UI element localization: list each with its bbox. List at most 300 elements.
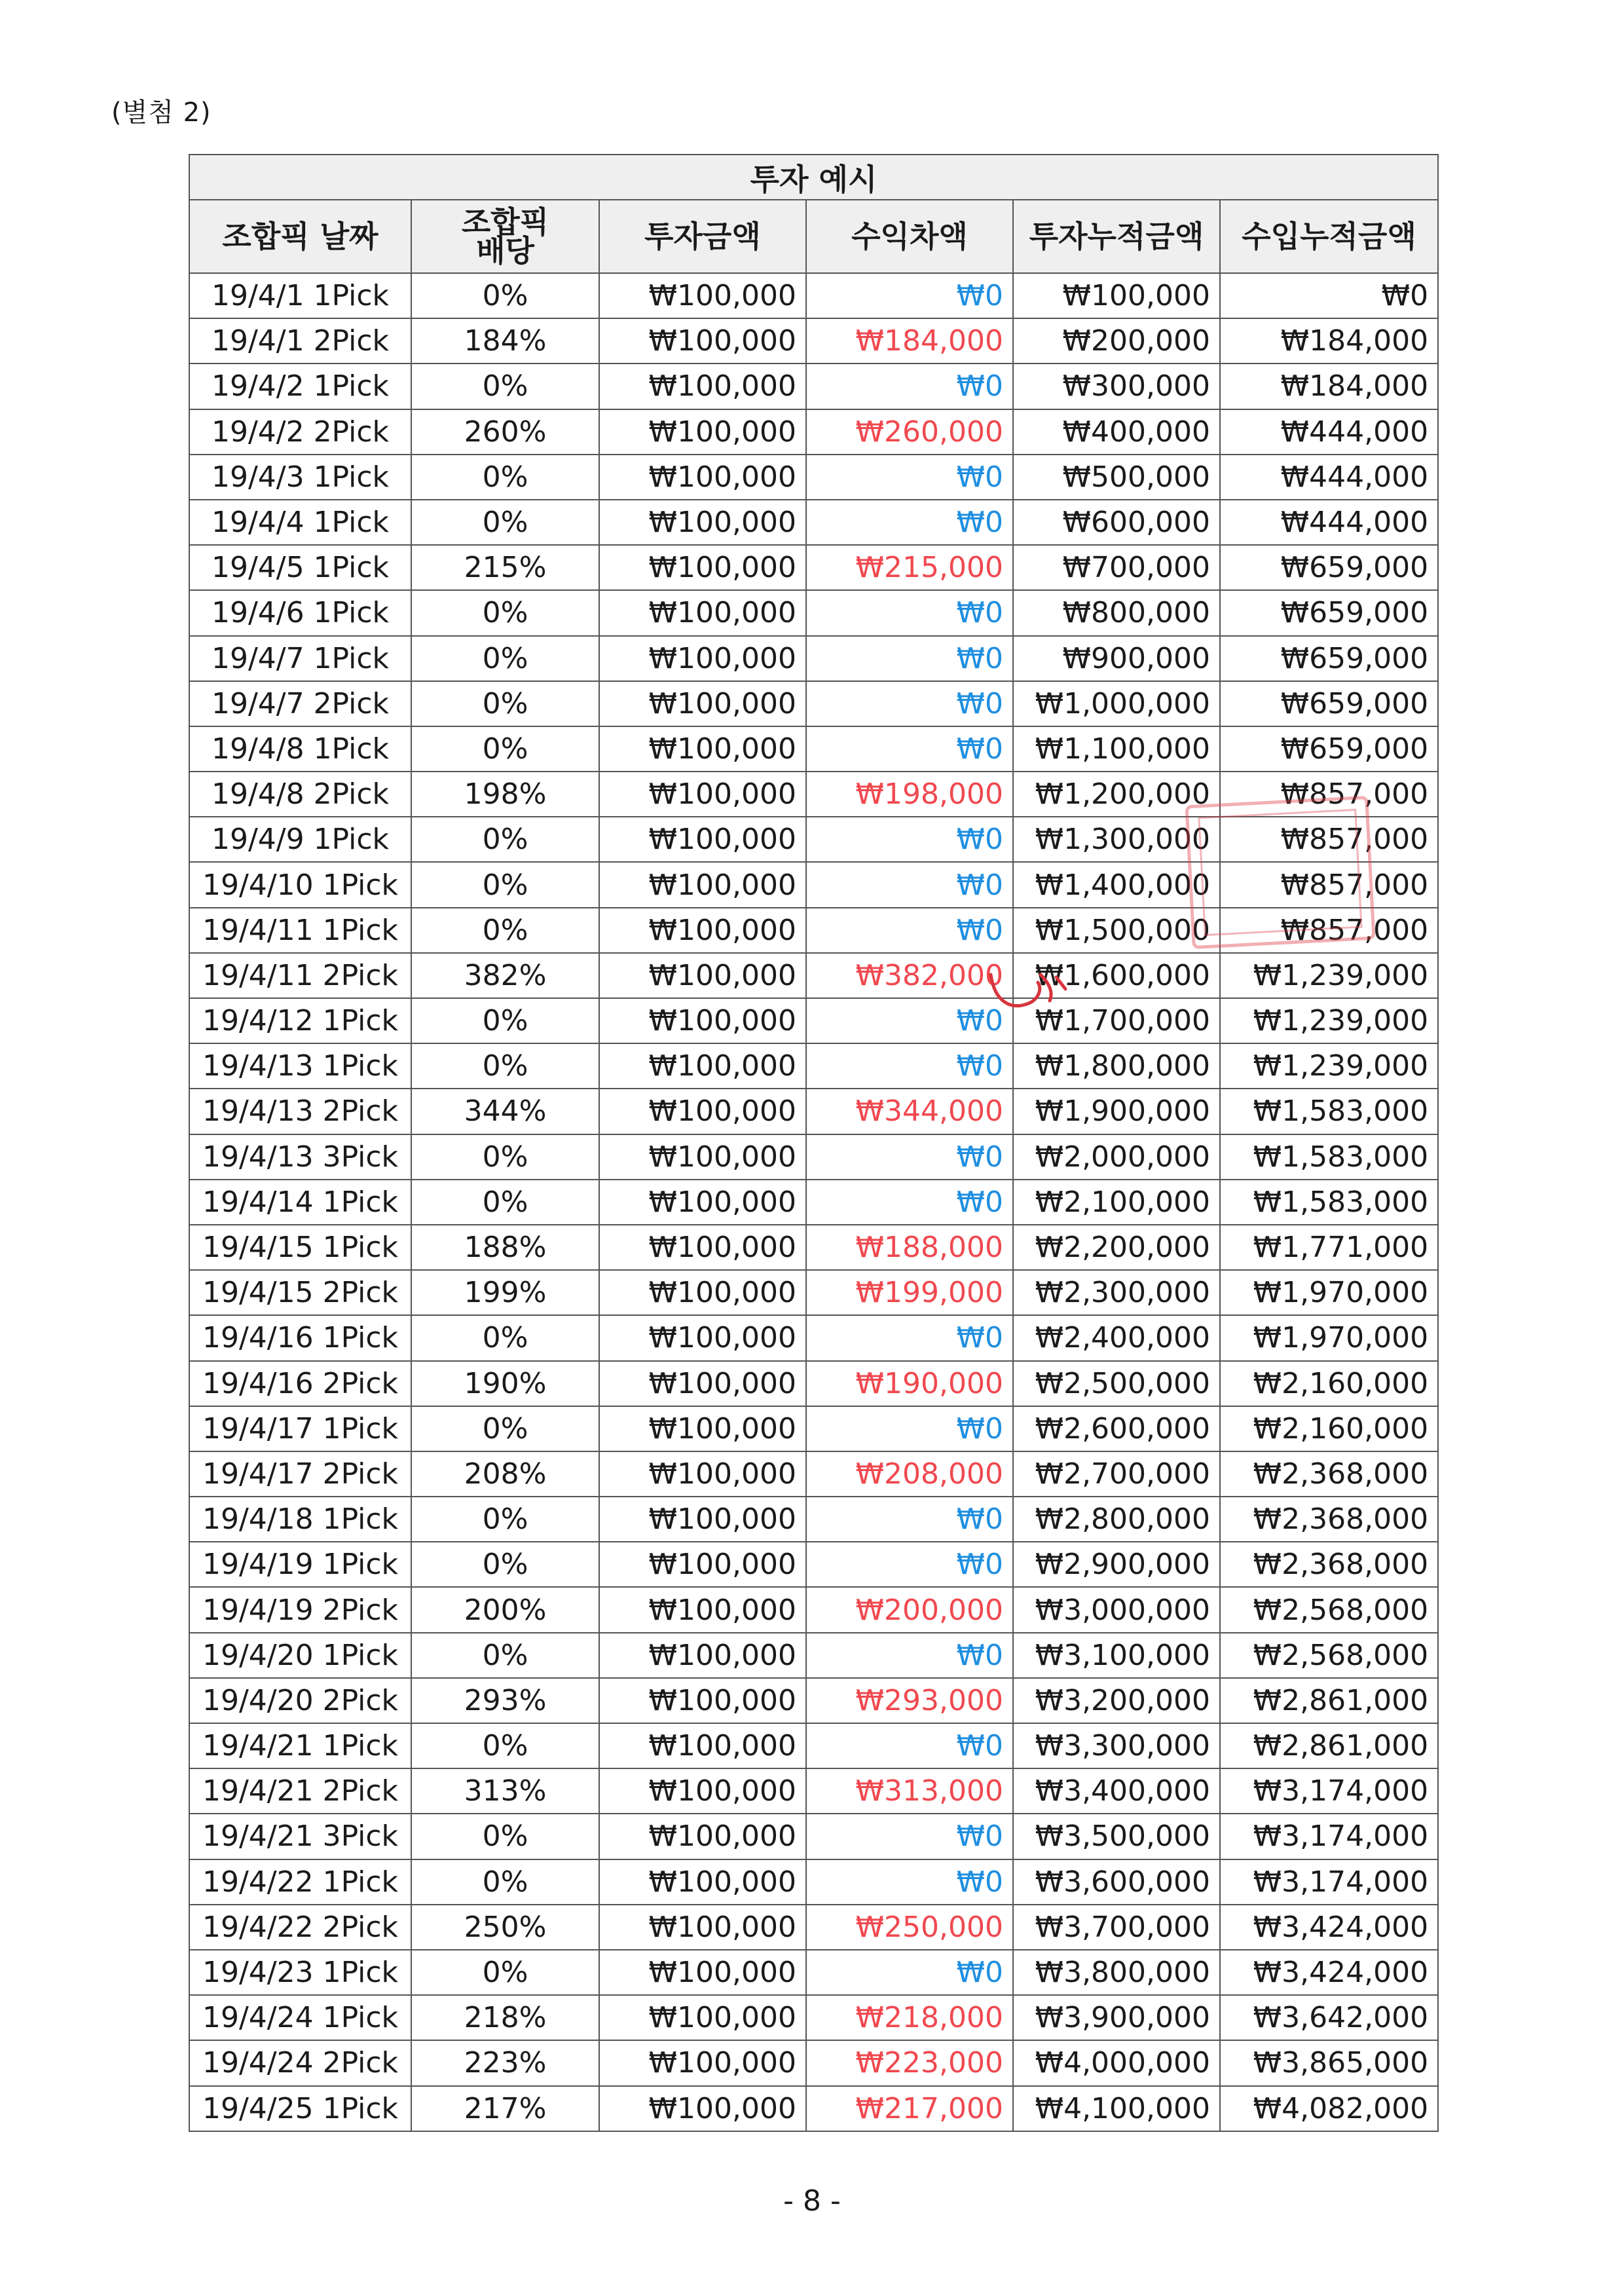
cell-date: 19/4/21 1Pick: [189, 1723, 411, 1768]
table-row: [189, 2086, 1438, 2131]
cell-date: 19/4/24 1Pick: [189, 1995, 411, 2040]
header-amount: 투자금액: [599, 200, 806, 273]
cell-amount: ₩100,000: [599, 1633, 806, 1678]
investment-example-table-container: [189, 154, 1437, 2132]
header-cum-invest: 투자누적금액: [1013, 200, 1220, 273]
cell-odds: 0%: [411, 1633, 599, 1678]
cell-cum-invest: ₩2,000,000: [1013, 1134, 1220, 1180]
cell-cum-income: ₩2,368,000: [1220, 1497, 1438, 1542]
cell-cum-income: ₩1,239,000: [1220, 998, 1438, 1043]
cell-amount: ₩100,000: [599, 590, 806, 635]
cell-odds: 0%: [411, 726, 599, 772]
cell-cum-invest: ₩3,700,000: [1013, 1905, 1220, 1950]
cell-profit: ₩250,000: [806, 1905, 1013, 1950]
table-row: [189, 1270, 1438, 1315]
cell-profit: ₩0: [806, 1859, 1013, 1905]
table-row: [189, 318, 1438, 364]
cell-cum-income: ₩2,861,000: [1220, 1723, 1438, 1768]
cell-odds: 0%: [411, 1723, 599, 1768]
cell-date: 19/4/11 1Pick: [189, 908, 411, 953]
cell-date: 19/4/19 1Pick: [189, 1542, 411, 1587]
table-row: [189, 1633, 1438, 1678]
cell-date: 19/4/5 1Pick: [189, 545, 411, 590]
cell-amount: ₩100,000: [599, 1315, 806, 1360]
header-odds-line2: 배당: [476, 233, 534, 269]
cell-cum-income: ₩184,000: [1220, 318, 1438, 364]
cell-odds: 223%: [411, 2040, 599, 2085]
investment-example-table: [189, 154, 1439, 2132]
table-row: [189, 726, 1438, 772]
cell-date: 19/4/17 1Pick: [189, 1406, 411, 1451]
cell-amount: ₩100,000: [599, 1587, 806, 1632]
cell-profit: ₩0: [806, 636, 1013, 681]
cell-cum-invest: ₩1,300,000: [1013, 817, 1220, 862]
cell-cum-invest: ₩3,300,000: [1013, 1723, 1220, 1768]
cell-odds: 0%: [411, 1814, 599, 1859]
cell-amount: ₩100,000: [599, 1859, 806, 1905]
cell-odds: 184%: [411, 318, 599, 364]
cell-odds: 190%: [411, 1361, 599, 1406]
cell-odds: 0%: [411, 500, 599, 545]
cell-profit: ₩208,000: [806, 1451, 1013, 1497]
cell-amount: ₩100,000: [599, 1995, 806, 2040]
cell-cum-income: ₩3,174,000: [1220, 1814, 1438, 1859]
cell-cum-invest: ₩1,000,000: [1013, 681, 1220, 726]
cell-amount: ₩100,000: [599, 1768, 806, 1814]
cell-cum-income: ₩4,082,000: [1220, 2086, 1438, 2131]
cell-profit: ₩0: [806, 726, 1013, 772]
cell-odds: 0%: [411, 273, 599, 318]
cell-profit: ₩0: [806, 273, 1013, 318]
cell-odds: 0%: [411, 817, 599, 862]
cell-cum-income: ₩1,583,000: [1220, 1180, 1438, 1225]
table-row: [189, 364, 1438, 409]
cell-odds: 0%: [411, 1542, 599, 1587]
cell-cum-income: ₩3,424,000: [1220, 1950, 1438, 1995]
cell-cum-invest: ₩2,700,000: [1013, 1451, 1220, 1497]
cell-cum-invest: ₩4,100,000: [1013, 2086, 1220, 2131]
cell-cum-income: ₩3,174,000: [1220, 1768, 1438, 1814]
table-row: [189, 273, 1438, 318]
cell-odds: 344%: [411, 1089, 599, 1134]
cell-cum-invest: ₩1,200,000: [1013, 772, 1220, 817]
cell-cum-income: ₩2,861,000: [1220, 1678, 1438, 1723]
cell-cum-invest: ₩3,800,000: [1013, 1950, 1220, 1995]
cell-amount: ₩100,000: [599, 1905, 806, 1950]
table-row: [189, 1361, 1438, 1406]
cell-odds: 293%: [411, 1678, 599, 1723]
cell-date: 19/4/15 2Pick: [189, 1270, 411, 1315]
cell-profit: ₩0: [806, 1497, 1013, 1542]
cell-odds: 0%: [411, 1950, 599, 1995]
cell-cum-income: ₩2,368,000: [1220, 1542, 1438, 1587]
table-row: [189, 455, 1438, 500]
cell-date: 19/4/20 2Pick: [189, 1678, 411, 1723]
cell-cum-income: ₩2,368,000: [1220, 1451, 1438, 1497]
table-row: [189, 2040, 1438, 2085]
cell-date: 19/4/22 1Pick: [189, 1859, 411, 1905]
header-profit: 수익차액: [806, 200, 1013, 273]
table-row: [189, 1180, 1438, 1225]
cell-profit: ₩0: [806, 1134, 1013, 1180]
cell-date: 19/4/21 2Pick: [189, 1768, 411, 1814]
cell-cum-income: ₩659,000: [1220, 681, 1438, 726]
cell-profit: ₩0: [806, 1814, 1013, 1859]
cell-date: 19/4/1 1Pick: [189, 273, 411, 318]
cell-amount: ₩100,000: [599, 1950, 806, 1995]
cell-cum-invest: ₩2,600,000: [1013, 1406, 1220, 1451]
cell-amount: ₩100,000: [599, 455, 806, 500]
cell-odds: 0%: [411, 455, 599, 500]
cell-date: 19/4/21 3Pick: [189, 1814, 411, 1859]
cell-profit: ₩217,000: [806, 2086, 1013, 2131]
cell-profit: ₩260,000: [806, 409, 1013, 455]
cell-amount: ₩100,000: [599, 726, 806, 772]
cell-date: 19/4/13 2Pick: [189, 1089, 411, 1134]
cell-cum-income: ₩857,000: [1220, 817, 1438, 862]
cell-profit: ₩293,000: [806, 1678, 1013, 1723]
header-odds: [411, 200, 599, 273]
cell-date: 19/4/19 2Pick: [189, 1587, 411, 1632]
cell-odds: 0%: [411, 998, 599, 1043]
table-row: [189, 590, 1438, 635]
cell-amount: ₩100,000: [599, 318, 806, 364]
cell-odds: 200%: [411, 1587, 599, 1632]
table-row: [189, 1859, 1438, 1905]
cell-cum-invest: ₩900,000: [1013, 636, 1220, 681]
cell-cum-invest: ₩2,300,000: [1013, 1270, 1220, 1315]
cell-profit: ₩344,000: [806, 1089, 1013, 1134]
cell-odds: 382%: [411, 953, 599, 998]
cell-date: 19/4/6 1Pick: [189, 590, 411, 635]
cell-cum-income: ₩659,000: [1220, 636, 1438, 681]
cell-amount: ₩100,000: [599, 1678, 806, 1723]
cell-cum-invest: ₩2,800,000: [1013, 1497, 1220, 1542]
table-row: [189, 1315, 1438, 1360]
cell-odds: 0%: [411, 1315, 599, 1360]
cell-amount: ₩100,000: [599, 409, 806, 455]
cell-odds: 0%: [411, 1180, 599, 1225]
cell-profit: ₩0: [806, 364, 1013, 409]
cell-cum-income: ₩1,771,000: [1220, 1225, 1438, 1270]
cell-amount: ₩100,000: [599, 1134, 806, 1180]
cell-date: 19/4/10 1Pick: [189, 862, 411, 907]
cell-profit: ₩0: [806, 500, 1013, 545]
cell-profit: ₩218,000: [806, 1995, 1013, 2040]
cell-amount: ₩100,000: [599, 2086, 806, 2131]
cell-amount: ₩100,000: [599, 1814, 806, 1859]
cell-amount: ₩100,000: [599, 681, 806, 726]
cell-date: 19/4/20 1Pick: [189, 1633, 411, 1678]
cell-amount: ₩100,000: [599, 1361, 806, 1406]
cell-amount: ₩100,000: [599, 545, 806, 590]
cell-amount: ₩100,000: [599, 772, 806, 817]
cell-cum-income: ₩444,000: [1220, 500, 1438, 545]
cell-amount: ₩100,000: [599, 998, 806, 1043]
cell-date: 19/4/3 1Pick: [189, 455, 411, 500]
cell-profit: ₩200,000: [806, 1587, 1013, 1632]
cell-amount: ₩100,000: [599, 1089, 806, 1134]
cell-date: 19/4/11 2Pick: [189, 953, 411, 998]
cell-profit: ₩0: [806, 455, 1013, 500]
cell-cum-invest: ₩2,200,000: [1013, 1225, 1220, 1270]
cell-cum-invest: ₩1,900,000: [1013, 1089, 1220, 1134]
cell-odds: 198%: [411, 772, 599, 817]
cell-cum-income: ₩1,239,000: [1220, 953, 1438, 998]
cell-cum-income: ₩3,174,000: [1220, 1859, 1438, 1905]
cell-odds: 0%: [411, 364, 599, 409]
cell-amount: ₩100,000: [599, 1225, 806, 1270]
cell-cum-invest: ₩3,000,000: [1013, 1587, 1220, 1632]
cell-date: 19/4/24 2Pick: [189, 2040, 411, 2085]
cell-odds: 260%: [411, 409, 599, 455]
cell-cum-invest: ₩3,400,000: [1013, 1768, 1220, 1814]
table-row: [189, 1542, 1438, 1587]
cell-cum-invest: ₩700,000: [1013, 545, 1220, 590]
table-row: [189, 1089, 1438, 1134]
cell-amount: ₩100,000: [599, 1406, 806, 1451]
cell-cum-invest: ₩2,100,000: [1013, 1180, 1220, 1225]
cell-date: 19/4/8 2Pick: [189, 772, 411, 817]
cell-cum-income: ₩1,970,000: [1220, 1270, 1438, 1315]
header-date: 조합픽 날짜: [189, 200, 411, 273]
cell-date: 19/4/15 1Pick: [189, 1225, 411, 1270]
cell-cum-income: ₩1,583,000: [1220, 1089, 1438, 1134]
cell-date: 19/4/4 1Pick: [189, 500, 411, 545]
table-row: [189, 1406, 1438, 1451]
cell-profit: ₩0: [806, 590, 1013, 635]
cell-profit: ₩0: [806, 1315, 1013, 1360]
cell-odds: 0%: [411, 1406, 599, 1451]
table-row: [189, 1678, 1438, 1723]
cell-cum-invest: ₩1,400,000: [1013, 862, 1220, 907]
table-row: [189, 953, 1438, 998]
cell-cum-invest: ₩1,500,000: [1013, 908, 1220, 953]
table-row: [189, 1768, 1438, 1814]
cell-date: 19/4/18 1Pick: [189, 1497, 411, 1542]
cell-date: 19/4/16 1Pick: [189, 1315, 411, 1360]
cell-cum-invest: ₩3,500,000: [1013, 1814, 1220, 1859]
header-odds-line1: 조합픽: [461, 204, 549, 240]
cell-odds: 0%: [411, 908, 599, 953]
cell-amount: ₩100,000: [599, 500, 806, 545]
cell-odds: 199%: [411, 1270, 599, 1315]
cell-odds: 313%: [411, 1768, 599, 1814]
cell-date: 19/4/13 1Pick: [189, 1043, 411, 1089]
cell-profit: ₩0: [806, 1406, 1013, 1451]
cell-cum-income: ₩659,000: [1220, 726, 1438, 772]
cell-amount: ₩100,000: [599, 1270, 806, 1315]
table-row: [189, 1723, 1438, 1768]
cell-profit: ₩0: [806, 908, 1013, 953]
cell-odds: 0%: [411, 1859, 599, 1905]
table-row: [189, 1043, 1438, 1089]
cell-cum-income: ₩857,000: [1220, 772, 1438, 817]
table-row: [189, 1950, 1438, 1995]
cell-profit: ₩0: [806, 681, 1013, 726]
cell-profit: ₩0: [806, 817, 1013, 862]
cell-profit: ₩0: [806, 1950, 1013, 1995]
cell-profit: ₩0: [806, 862, 1013, 907]
table-row: [189, 1225, 1438, 1270]
cell-profit: ₩0: [806, 998, 1013, 1043]
cell-profit: ₩382,000: [806, 953, 1013, 998]
cell-amount: ₩100,000: [599, 862, 806, 907]
cell-odds: 208%: [411, 1451, 599, 1497]
cell-date: 19/4/2 2Pick: [189, 409, 411, 455]
cell-cum-invest: ₩3,200,000: [1013, 1678, 1220, 1723]
cell-cum-invest: ₩2,500,000: [1013, 1361, 1220, 1406]
attachment-label: (별첨 2): [111, 98, 212, 128]
cell-odds: 0%: [411, 862, 599, 907]
table-row: [189, 545, 1438, 590]
cell-cum-invest: ₩1,700,000: [1013, 998, 1220, 1043]
cell-date: 19/4/9 1Pick: [189, 817, 411, 862]
cell-date: 19/4/1 2Pick: [189, 318, 411, 364]
table-row: [189, 998, 1438, 1043]
cell-cum-invest: ₩800,000: [1013, 590, 1220, 635]
cell-amount: ₩100,000: [599, 273, 806, 318]
cell-odds: 217%: [411, 2086, 599, 2131]
cell-date: 19/4/17 2Pick: [189, 1451, 411, 1497]
cell-cum-income: ₩3,865,000: [1220, 2040, 1438, 2085]
cell-odds: 218%: [411, 1995, 599, 2040]
cell-cum-invest: ₩3,100,000: [1013, 1633, 1220, 1678]
cell-date: 19/4/7 2Pick: [189, 681, 411, 726]
cell-profit: ₩0: [806, 1633, 1013, 1678]
cell-cum-income: ₩0: [1220, 273, 1438, 318]
cell-profit: ₩0: [806, 1180, 1013, 1225]
cell-profit: ₩313,000: [806, 1768, 1013, 1814]
cell-cum-income: ₩857,000: [1220, 862, 1438, 907]
table-title: 투자 예시: [189, 155, 1438, 200]
red-seal-stamp: [1185, 796, 1375, 949]
cell-cum-income: ₩2,160,000: [1220, 1406, 1438, 1451]
cell-odds: 0%: [411, 1043, 599, 1089]
cell-date: 19/4/22 2Pick: [189, 1905, 411, 1950]
header-cum-income: 수입누적금액: [1220, 200, 1438, 273]
cell-cum-invest: ₩3,600,000: [1013, 1859, 1220, 1905]
cell-odds: 250%: [411, 1905, 599, 1950]
cell-odds: 215%: [411, 545, 599, 590]
cell-profit: ₩0: [806, 1723, 1013, 1768]
table-row: [189, 681, 1438, 726]
cell-amount: ₩100,000: [599, 1043, 806, 1089]
cell-cum-income: ₩857,000: [1220, 908, 1438, 953]
cell-amount: ₩100,000: [599, 1180, 806, 1225]
cell-date: 19/4/12 1Pick: [189, 998, 411, 1043]
cell-cum-invest: ₩1,600,000: [1013, 953, 1220, 998]
cell-cum-income: ₩444,000: [1220, 455, 1438, 500]
cell-cum-invest: ₩500,000: [1013, 455, 1220, 500]
cell-cum-invest: ₩100,000: [1013, 273, 1220, 318]
red-seal-inner-border: [1198, 809, 1362, 936]
cell-cum-invest: ₩2,900,000: [1013, 1542, 1220, 1587]
cell-profit: ₩0: [806, 1043, 1013, 1089]
cell-odds: 0%: [411, 590, 599, 635]
table-row: [189, 409, 1438, 455]
cell-amount: ₩100,000: [599, 364, 806, 409]
cell-odds: 0%: [411, 636, 599, 681]
cell-profit: ₩198,000: [806, 772, 1013, 817]
cell-date: 19/4/2 1Pick: [189, 364, 411, 409]
cell-odds: 0%: [411, 1134, 599, 1180]
cell-odds: 188%: [411, 1225, 599, 1270]
cell-amount: ₩100,000: [599, 1451, 806, 1497]
cell-date: 19/4/16 2Pick: [189, 1361, 411, 1406]
cell-date: 19/4/8 1Pick: [189, 726, 411, 772]
table-row: [189, 1587, 1438, 1632]
cell-cum-income: ₩3,424,000: [1220, 1905, 1438, 1950]
table-header-row: [189, 200, 1438, 273]
cell-cum-income: ₩2,160,000: [1220, 1361, 1438, 1406]
cell-cum-income: ₩659,000: [1220, 545, 1438, 590]
cell-cum-invest: ₩600,000: [1013, 500, 1220, 545]
table-row: [189, 1995, 1438, 2040]
table-row: [189, 1905, 1438, 1950]
cell-date: 19/4/23 1Pick: [189, 1950, 411, 1995]
cell-profit: ₩0: [806, 1542, 1013, 1587]
cell-date: 19/4/7 1Pick: [189, 636, 411, 681]
cell-cum-income: ₩444,000: [1220, 409, 1438, 455]
cell-cum-invest: ₩1,800,000: [1013, 1043, 1220, 1089]
cell-cum-invest: ₩2,400,000: [1013, 1315, 1220, 1360]
cell-amount: ₩100,000: [599, 953, 806, 998]
cell-cum-income: ₩659,000: [1220, 590, 1438, 635]
cell-cum-invest: ₩3,900,000: [1013, 1995, 1220, 2040]
table-row: [189, 500, 1438, 545]
cell-amount: ₩100,000: [599, 2040, 806, 2085]
cell-cum-income: ₩3,642,000: [1220, 1995, 1438, 2040]
cell-amount: ₩100,000: [599, 908, 806, 953]
cell-date: 19/4/25 1Pick: [189, 2086, 411, 2131]
table-row: [189, 1451, 1438, 1497]
table-body: [189, 273, 1438, 2131]
page-number: - 8 -: [783, 2184, 841, 2218]
table-row: [189, 636, 1438, 681]
cell-amount: ₩100,000: [599, 636, 806, 681]
cell-amount: ₩100,000: [599, 1723, 806, 1768]
cell-amount: ₩100,000: [599, 1497, 806, 1542]
table-title-row: [189, 155, 1438, 200]
cell-profit: ₩215,000: [806, 545, 1013, 590]
cell-cum-invest: ₩4,000,000: [1013, 2040, 1220, 2085]
cell-date: 19/4/13 3Pick: [189, 1134, 411, 1180]
cell-cum-invest: ₩200,000: [1013, 318, 1220, 364]
cell-cum-income: ₩1,239,000: [1220, 1043, 1438, 1089]
cell-odds: 0%: [411, 681, 599, 726]
cell-cum-income: ₩184,000: [1220, 364, 1438, 409]
handwritten-signature: [986, 963, 1071, 1015]
cell-profit: ₩184,000: [806, 318, 1013, 364]
cell-profit: ₩223,000: [806, 2040, 1013, 2085]
table-row: [189, 1497, 1438, 1542]
cell-cum-income: ₩1,970,000: [1220, 1315, 1438, 1360]
cell-date: 19/4/14 1Pick: [189, 1180, 411, 1225]
cell-cum-invest: ₩400,000: [1013, 409, 1220, 455]
cell-cum-income: ₩2,568,000: [1220, 1587, 1438, 1632]
cell-cum-income: ₩2,568,000: [1220, 1633, 1438, 1678]
cell-profit: ₩190,000: [806, 1361, 1013, 1406]
cell-cum-income: ₩1,583,000: [1220, 1134, 1438, 1180]
table-row: [189, 1814, 1438, 1859]
cell-amount: ₩100,000: [599, 817, 806, 862]
cell-odds: 0%: [411, 1497, 599, 1542]
cell-profit: ₩188,000: [806, 1225, 1013, 1270]
table-row: [189, 1134, 1438, 1180]
cell-cum-invest: ₩1,100,000: [1013, 726, 1220, 772]
cell-cum-invest: ₩300,000: [1013, 364, 1220, 409]
